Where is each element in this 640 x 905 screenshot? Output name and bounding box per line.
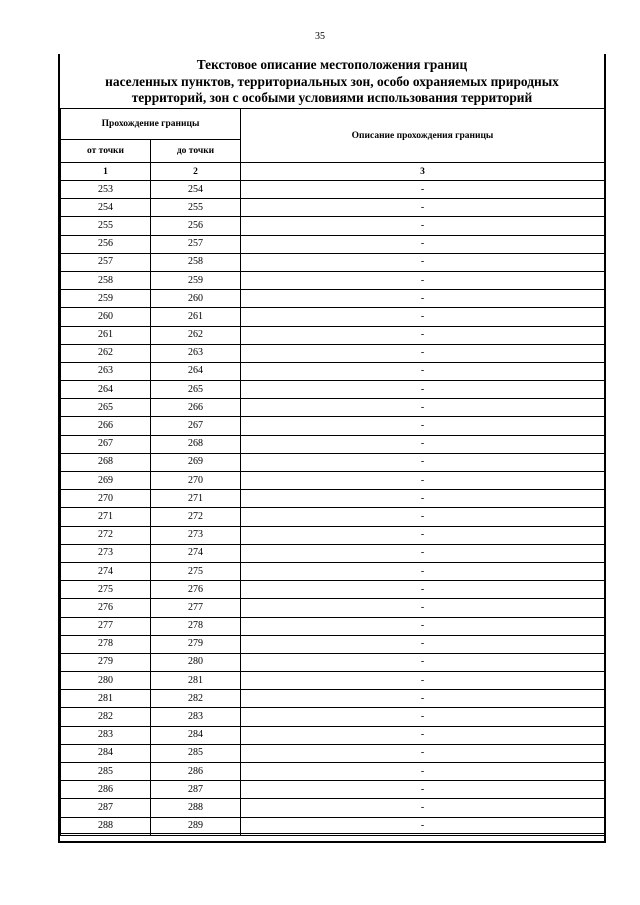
cell-description: -: [241, 290, 605, 308]
cell-from-point: 276: [61, 599, 151, 617]
cell-from-point: 264: [61, 381, 151, 399]
cell-description: -: [241, 181, 605, 199]
table-row: [61, 417, 605, 435]
table-row: [61, 799, 605, 817]
cell-from-point: 285: [61, 763, 151, 781]
table-row: [61, 581, 605, 599]
table-row: [61, 690, 605, 708]
cell-from-point: 266: [61, 417, 151, 435]
cell-description: -: [241, 781, 605, 799]
cell-description: -: [241, 417, 605, 435]
cell-description: -: [241, 271, 605, 289]
cell-from-point: 274: [61, 562, 151, 580]
table-row: [61, 472, 605, 490]
cell-from-point: 275: [61, 581, 151, 599]
cell-from-point: 261: [61, 326, 151, 344]
cell-from-point: 254: [61, 199, 151, 217]
cell-to-point: 258: [151, 253, 241, 271]
cell-to-point: 269: [151, 453, 241, 471]
cell-from-point: 263: [61, 362, 151, 380]
table-row: [61, 508, 605, 526]
cell-description: -: [241, 672, 605, 690]
cell-description: -: [241, 253, 605, 271]
column-number-1: 1: [61, 163, 151, 181]
cell-description: -: [241, 326, 605, 344]
cell-to-point: 273: [151, 526, 241, 544]
cell-from-point: 273: [61, 544, 151, 562]
cell-from-point: 283: [61, 726, 151, 744]
header-to-point: до точки: [151, 140, 241, 163]
cell-from-point: 280: [61, 672, 151, 690]
cell-to-point: 287: [151, 781, 241, 799]
cell-to-point: 272: [151, 508, 241, 526]
cell-to-point: 256: [151, 217, 241, 235]
cell-from-point: 279: [61, 653, 151, 671]
cell-to-point: 277: [151, 599, 241, 617]
table-row: [61, 635, 605, 653]
cell-to-point: 255: [151, 199, 241, 217]
table-row: [61, 781, 605, 799]
cell-description: -: [241, 653, 605, 671]
cell-from-point: 278: [61, 635, 151, 653]
cell-description: -: [241, 217, 605, 235]
cell-description: -: [241, 490, 605, 508]
table-row: [61, 562, 605, 580]
cell-to-point: 289: [151, 817, 241, 835]
cell-to-point: 254: [151, 181, 241, 199]
table-row: [61, 617, 605, 635]
cell-description: -: [241, 362, 605, 380]
cell-to-point: 276: [151, 581, 241, 599]
cell-to-point: 262: [151, 326, 241, 344]
cell-from-point: 286: [61, 781, 151, 799]
table-row: [61, 726, 605, 744]
cell-to-point: 285: [151, 744, 241, 762]
table-row: [61, 381, 605, 399]
table-row: [61, 199, 605, 217]
cell-description: -: [241, 381, 605, 399]
table-row: [61, 399, 605, 417]
cell-to-point: 264: [151, 362, 241, 380]
cell-to-point: 288: [151, 799, 241, 817]
cell-to-point: 257: [151, 235, 241, 253]
table-row: [61, 653, 605, 671]
cell-description: -: [241, 690, 605, 708]
cell-description: -: [241, 435, 605, 453]
cell-from-point: 277: [61, 617, 151, 635]
table-row: [61, 490, 605, 508]
cell-from-point: 265: [61, 399, 151, 417]
cell-description: -: [241, 817, 605, 835]
cell-from-point: 255: [61, 217, 151, 235]
table-row: [61, 235, 605, 253]
cell-from-point: 282: [61, 708, 151, 726]
cell-description: -: [241, 562, 605, 580]
cell-description: -: [241, 526, 605, 544]
cell-description: -: [241, 726, 605, 744]
table-row: [61, 290, 605, 308]
table-row: [61, 271, 605, 289]
cell-from-point: 267: [61, 435, 151, 453]
cell-to-point: 266: [151, 399, 241, 417]
page-number: 35: [315, 31, 325, 42]
cell-description: -: [241, 635, 605, 653]
cell-description: -: [241, 453, 605, 471]
cell-from-point: 262: [61, 344, 151, 362]
cell-description: -: [241, 235, 605, 253]
cell-to-point: 267: [151, 417, 241, 435]
cell-to-point: 271: [151, 490, 241, 508]
table-row: [61, 763, 605, 781]
document-title: [60, 57, 604, 107]
table-row: [61, 544, 605, 562]
cell-description: -: [241, 508, 605, 526]
cell-from-point: 253: [61, 181, 151, 199]
header-boundary-passage: Прохождение границы: [61, 109, 241, 140]
cell-from-point: 287: [61, 799, 151, 817]
cell-to-point: 265: [151, 381, 241, 399]
cell-description: -: [241, 199, 605, 217]
cell-from-point: 258: [61, 271, 151, 289]
cell-to-point: 280: [151, 653, 241, 671]
table-row: [61, 708, 605, 726]
cell-from-point: 284: [61, 744, 151, 762]
cell-from-point: 260: [61, 308, 151, 326]
cell-from-point: 288: [61, 817, 151, 835]
table-body: [61, 181, 605, 836]
cell-description: -: [241, 308, 605, 326]
cell-to-point: 281: [151, 672, 241, 690]
header-from-point: от точки: [61, 140, 151, 163]
header-boundary-description: Описание прохождения границы: [241, 109, 605, 163]
cell-from-point: 259: [61, 290, 151, 308]
title-line-2: населенных пунктов, территориальных зон, особо охраняемых природных: [105, 73, 559, 89]
cell-description: -: [241, 744, 605, 762]
title-line-1: Текстовое описание местоположения границ: [196, 57, 468, 72]
cell-from-point: 257: [61, 253, 151, 271]
table-row: [61, 453, 605, 471]
column-number-3: 3: [241, 163, 605, 181]
cell-from-point: 268: [61, 453, 151, 471]
table-row: [61, 181, 605, 199]
table-row: [61, 326, 605, 344]
table-row: [61, 217, 605, 235]
cell-description: -: [241, 544, 605, 562]
cell-to-point: 284: [151, 726, 241, 744]
cell-description: -: [241, 708, 605, 726]
cell-description: -: [241, 763, 605, 781]
cell-to-point: 282: [151, 690, 241, 708]
cell-from-point: 270: [61, 490, 151, 508]
table-row: [61, 744, 605, 762]
title-line-3: территорий, зон с особыми условиями использования территорий: [131, 90, 533, 105]
cell-from-point: 269: [61, 472, 151, 490]
cell-description: -: [241, 599, 605, 617]
cell-description: -: [241, 581, 605, 599]
cell-from-point: 281: [61, 690, 151, 708]
cell-to-point: 283: [151, 708, 241, 726]
cell-description: -: [241, 344, 605, 362]
cell-from-point: 272: [61, 526, 151, 544]
cell-to-point: 270: [151, 472, 241, 490]
table-row: [61, 308, 605, 326]
cell-to-point: 263: [151, 344, 241, 362]
cell-to-point: 274: [151, 544, 241, 562]
cell-description: -: [241, 399, 605, 417]
cell-to-point: 279: [151, 635, 241, 653]
column-number-2: 2: [151, 163, 241, 181]
cell-to-point: 268: [151, 435, 241, 453]
cell-to-point: 259: [151, 271, 241, 289]
cell-to-point: 260: [151, 290, 241, 308]
cell-from-point: 271: [61, 508, 151, 526]
table-row: [61, 362, 605, 380]
cell-to-point: 278: [151, 617, 241, 635]
table-row: [61, 435, 605, 453]
table-row: [61, 253, 605, 271]
cell-to-point: 286: [151, 763, 241, 781]
cell-description: -: [241, 799, 605, 817]
cell-to-point: 275: [151, 562, 241, 580]
boundary-table: [60, 108, 605, 836]
table-row: [61, 344, 605, 362]
table-row: [61, 672, 605, 690]
cell-to-point: 261: [151, 308, 241, 326]
table-row: [61, 526, 605, 544]
table-bottom-rule: [60, 833, 604, 834]
table-row: [61, 599, 605, 617]
cell-description: -: [241, 472, 605, 490]
cell-description: -: [241, 617, 605, 635]
cell-from-point: 256: [61, 235, 151, 253]
